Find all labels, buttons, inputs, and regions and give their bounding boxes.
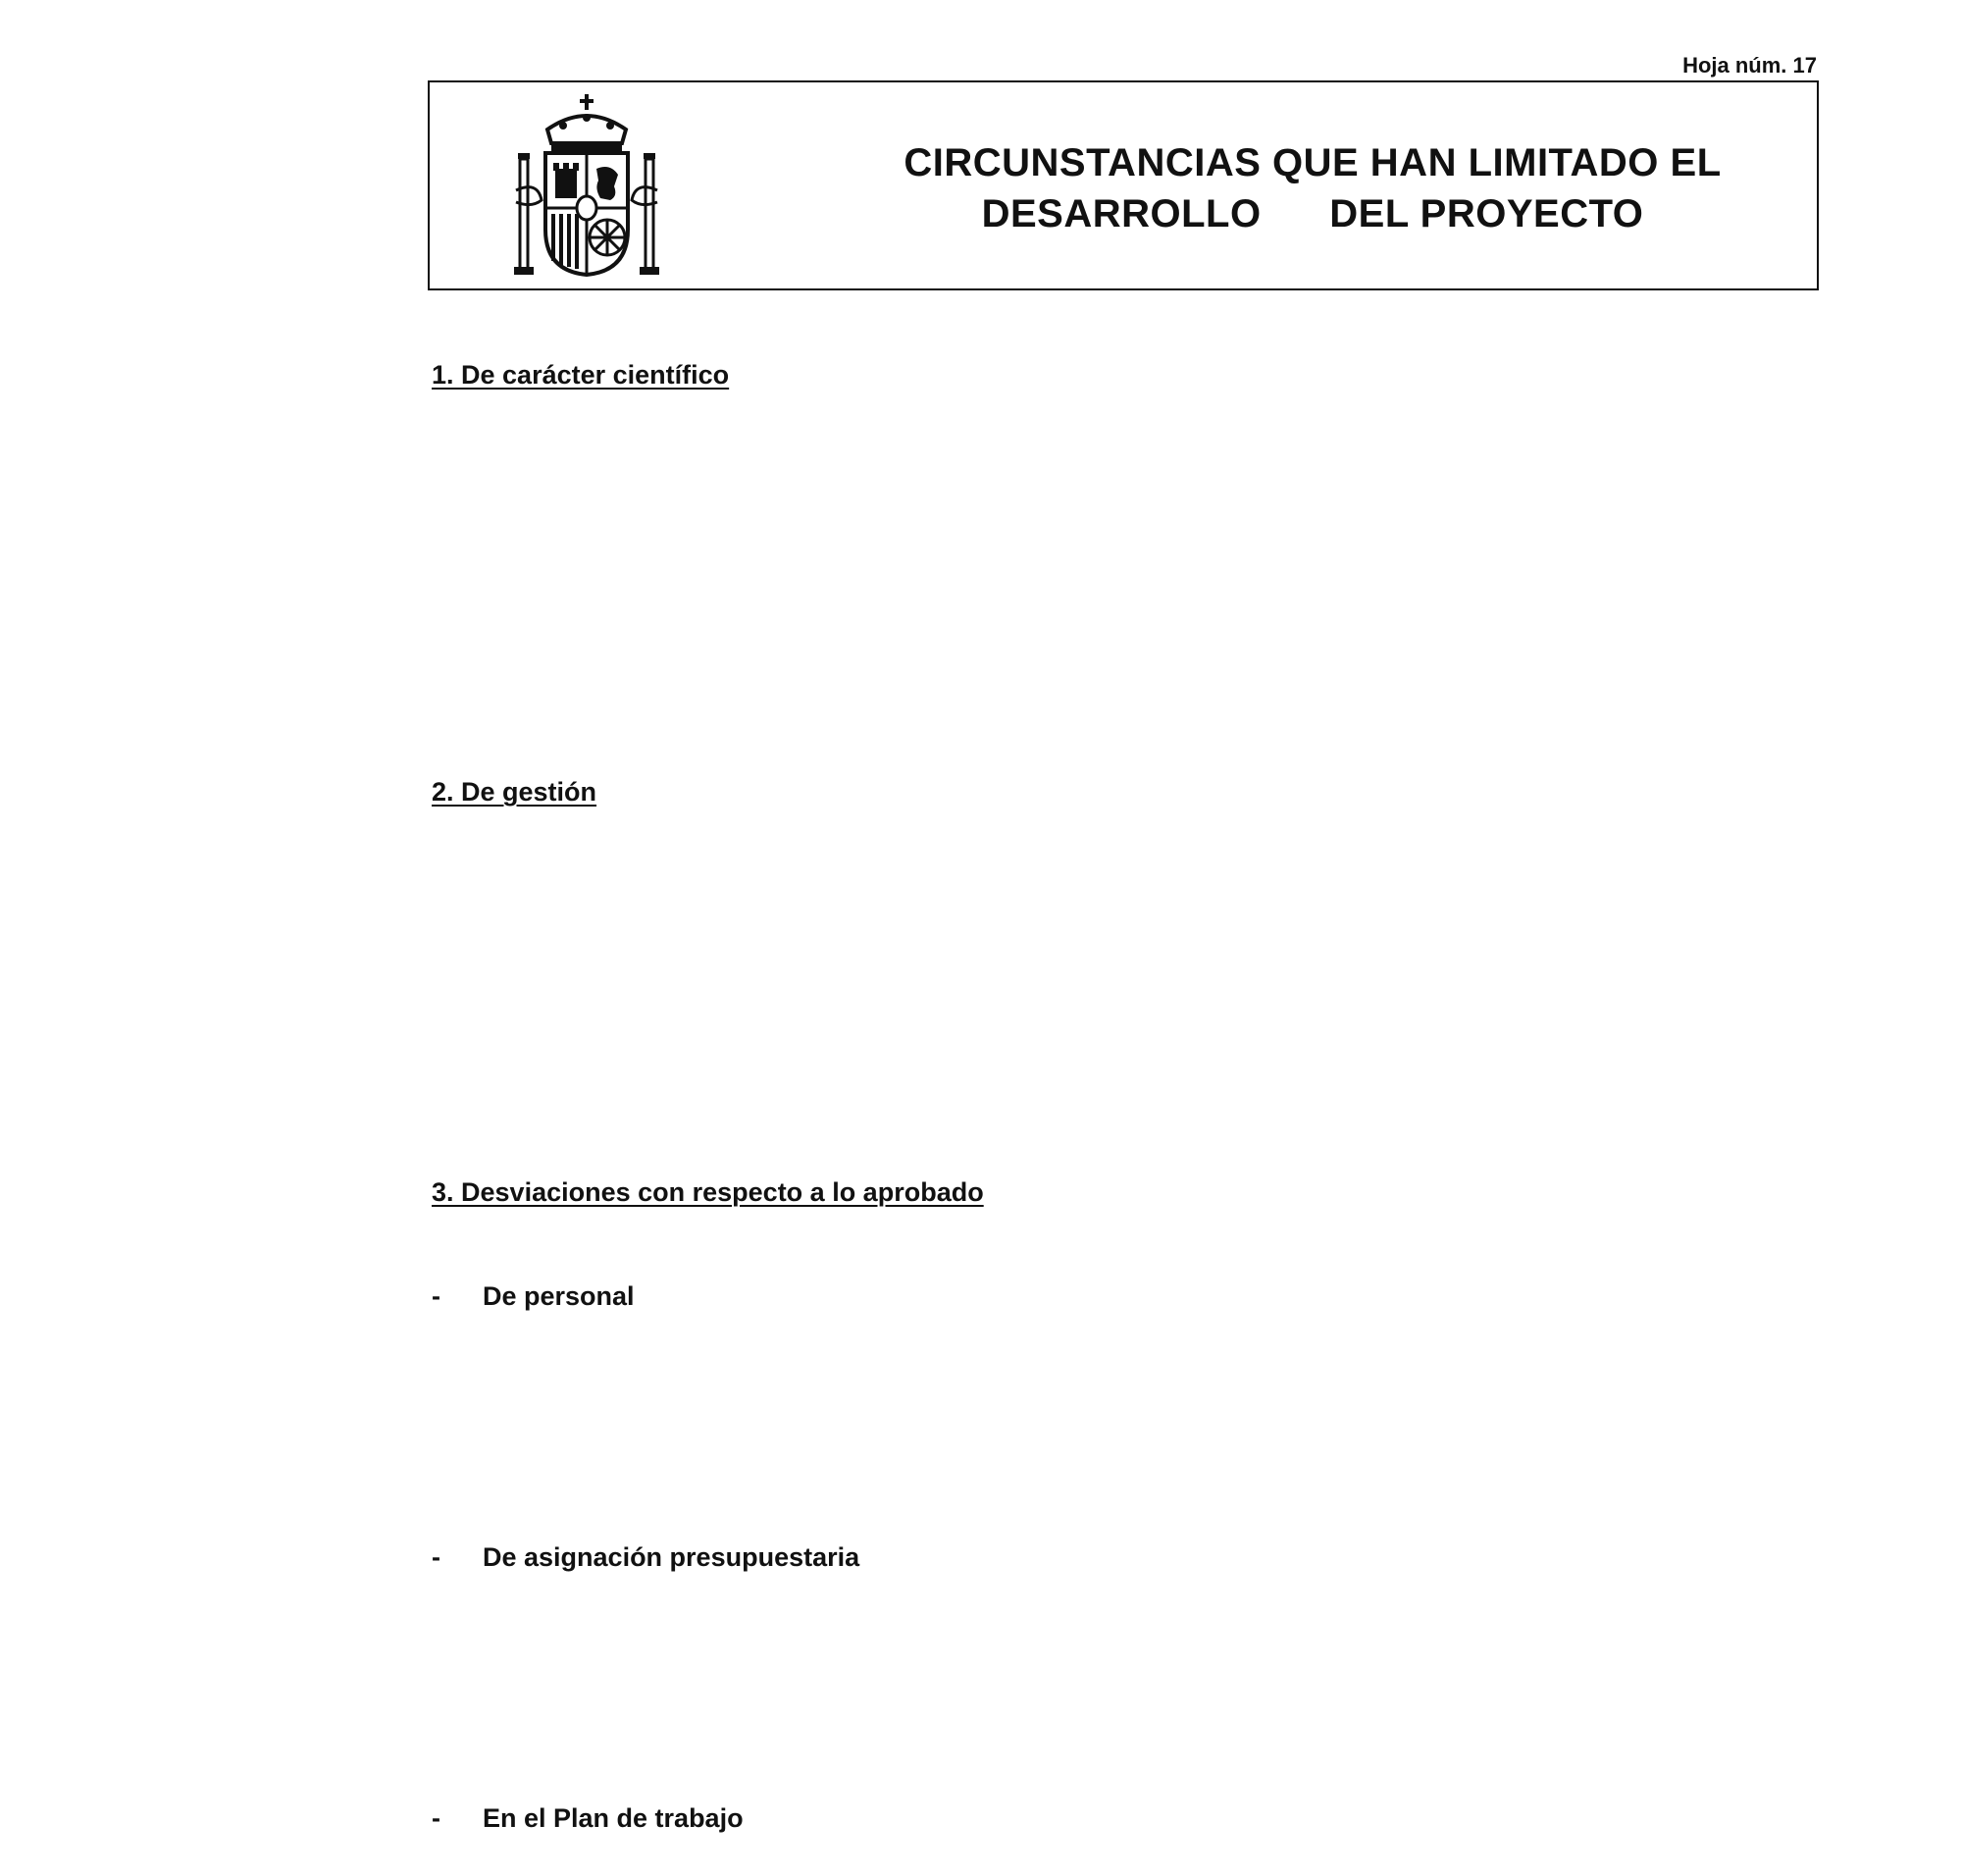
- list-item-workplan: [432, 1803, 744, 1834]
- list-item-personnel: [432, 1281, 635, 1312]
- section-heading-scientific: 1. De carácter científico: [432, 360, 730, 390]
- bullet-marker: -: [432, 1803, 440, 1833]
- list-item-label: De asignación presupuestaria: [483, 1542, 860, 1572]
- page-title: [852, 137, 1774, 239]
- section-heading-management: 2. De gestión: [432, 777, 597, 807]
- list-item-label: En el Plan de trabajo: [483, 1803, 744, 1833]
- page-number: Hoja núm. 17: [1682, 53, 1817, 78]
- section-heading-deviations: 3. Desviaciones con respecto a lo aprobado: [432, 1177, 984, 1207]
- spanish-coat-of-arms-icon: [508, 92, 665, 279]
- bullet-marker: -: [432, 1542, 440, 1572]
- list-item-budget: [432, 1542, 859, 1573]
- title-line-2: DESARROLLO DEL PROYECTO: [981, 192, 1644, 235]
- header-box: [428, 80, 1819, 290]
- list-item-label: De personal: [483, 1281, 635, 1311]
- title-line-1: CIRCUNSTANCIAS QUE HAN LIMITADO EL: [904, 141, 1722, 184]
- bullet-marker: -: [432, 1281, 440, 1311]
